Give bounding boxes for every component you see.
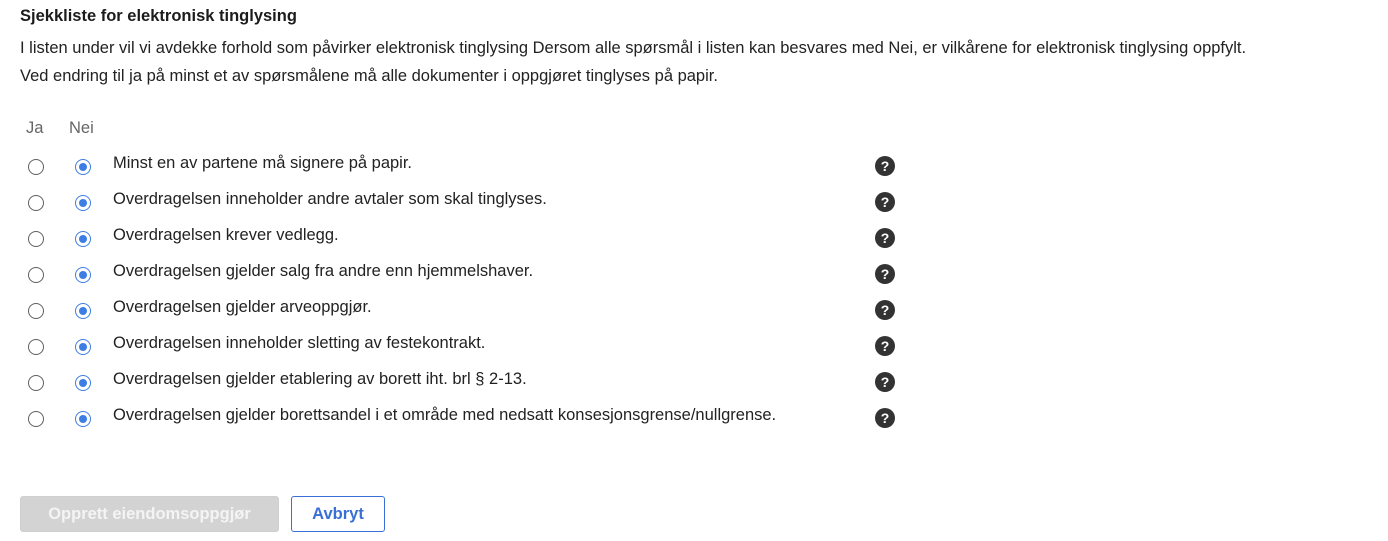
radio-ja[interactable]: [28, 267, 44, 283]
radio-nei[interactable]: [75, 159, 91, 175]
question-circle-icon[interactable]: ?: [875, 372, 895, 392]
radio-ja[interactable]: [28, 195, 44, 211]
question-circle-icon[interactable]: ?: [875, 264, 895, 284]
create-settlement-button[interactable]: Opprett eiendomsoppgjør: [20, 496, 279, 532]
checklist-row: [0, 401, 920, 437]
question-circle-icon[interactable]: ?: [875, 228, 895, 248]
question-label: Overdragelsen inneholder sletting av festekontrakt.: [113, 334, 486, 352]
checklist-row: [0, 329, 920, 365]
question-label: Overdragelsen gjelder arveoppgjør.: [113, 298, 372, 316]
checklist-row: [0, 365, 920, 401]
question-circle-icon[interactable]: ?: [875, 408, 895, 428]
description-line-1: I listen under vil vi avdekke forhold som påvirker elektronisk tinglysing Dersom alle spørsmål i listen kan besvares med Nei, er vilkårene for elektronisk tinglysing oppfylt.: [20, 39, 1247, 57]
radio-ja[interactable]: [28, 303, 44, 319]
checklist-row: [0, 149, 920, 185]
radio-nei[interactable]: [75, 303, 91, 319]
question-circle-icon[interactable]: ?: [875, 300, 895, 320]
checklist-row: [0, 293, 920, 329]
radio-ja[interactable]: [28, 375, 44, 391]
radio-ja[interactable]: [28, 339, 44, 355]
description-line-2: Ved endring til ja på minst et av spørsmålene må alle dokumenter i oppgjøret tinglyses på papir.: [20, 67, 718, 85]
checklist-row: [0, 221, 920, 257]
column-header-ja: Ja: [26, 119, 44, 137]
question-label: Overdragelsen gjelder salg fra andre enn hjemmelshaver.: [113, 262, 534, 280]
question-label: Overdragelsen gjelder borettsandel i et område med nedsatt konsesjonsgrense/nullgrense.: [113, 406, 777, 424]
radio-nei[interactable]: [75, 267, 91, 283]
question-label: Minst en av partene må signere på papir.: [113, 154, 413, 172]
question-label: Overdragelsen inneholder andre avtaler som skal tinglyses.: [113, 190, 547, 208]
cancel-button[interactable]: Avbryt: [291, 496, 385, 532]
question-circle-icon[interactable]: ?: [875, 336, 895, 356]
radio-nei[interactable]: [75, 195, 91, 211]
page-title: Sjekkliste for elektronisk tinglysing: [20, 7, 297, 25]
radio-ja[interactable]: [28, 231, 44, 247]
radio-nei[interactable]: [75, 231, 91, 247]
checklist-row: [0, 185, 920, 221]
page-description: [20, 34, 1380, 90]
radio-ja[interactable]: [28, 411, 44, 427]
column-header-nei: Nei: [69, 119, 94, 137]
question-label: Overdragelsen krever vedlegg.: [113, 226, 339, 244]
question-circle-icon[interactable]: ?: [875, 156, 895, 176]
radio-ja[interactable]: [28, 159, 44, 175]
checklist-row: [0, 257, 920, 293]
question-label: Overdragelsen gjelder etablering av borett iht. brl § 2-13.: [113, 370, 527, 388]
radio-nei[interactable]: [75, 339, 91, 355]
radio-nei[interactable]: [75, 375, 91, 391]
question-circle-icon[interactable]: ?: [875, 192, 895, 212]
radio-nei[interactable]: [75, 411, 91, 427]
